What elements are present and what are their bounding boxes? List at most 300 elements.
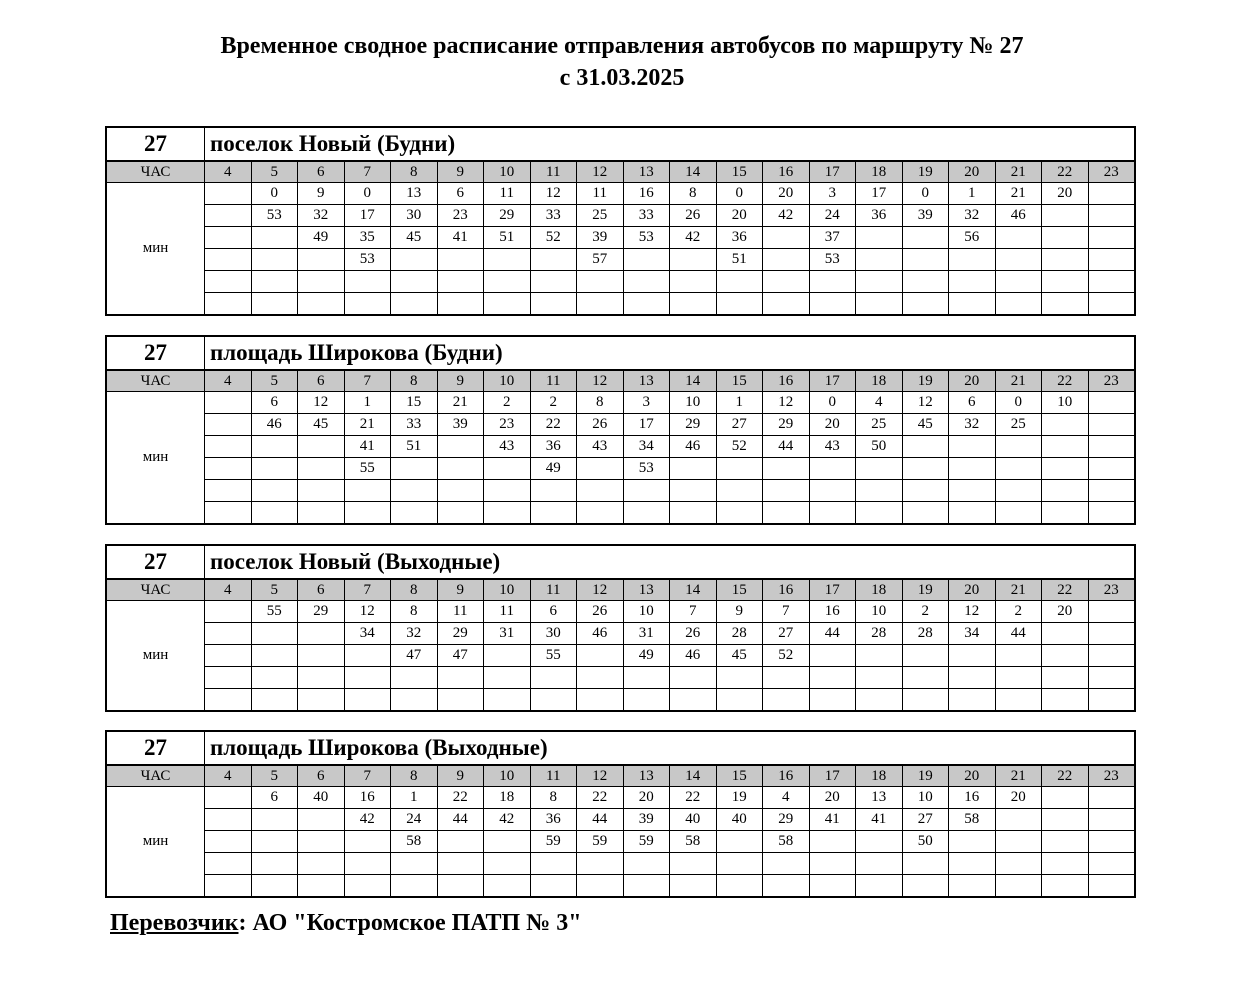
hour-cell: 12 — [577, 161, 624, 183]
minute-cell — [670, 853, 717, 875]
hour-cell: 21 — [995, 579, 1042, 601]
minute-cell — [577, 853, 624, 875]
hour-cell: 7 — [344, 765, 391, 787]
minute-cell: 16 — [623, 183, 670, 205]
minute-cell — [995, 667, 1042, 689]
minute-cell: 26 — [577, 601, 624, 623]
minute-cell: 43 — [484, 436, 531, 458]
minutes-row — [107, 875, 1135, 897]
hour-cell: 22 — [1042, 161, 1089, 183]
hour-cell: 18 — [856, 579, 903, 601]
minute-cell — [1042, 205, 1089, 227]
minute-cell: 53 — [251, 205, 298, 227]
minute-cell: 37 — [809, 227, 856, 249]
hour-cell: 13 — [623, 370, 670, 392]
minute-cell — [623, 689, 670, 711]
minute-cell: 53 — [623, 458, 670, 480]
minute-cell — [298, 809, 345, 831]
minute-cell — [1042, 414, 1089, 436]
minute-cell: 10 — [856, 601, 903, 623]
minute-cell — [205, 853, 252, 875]
minute-cell — [1042, 227, 1089, 249]
minute-cell — [251, 667, 298, 689]
minute-cell: 47 — [437, 645, 484, 667]
minute-cell — [623, 667, 670, 689]
minute-cell: 21 — [995, 183, 1042, 205]
minute-cell: 44 — [437, 809, 484, 831]
minute-cell — [577, 645, 624, 667]
hour-cell: 20 — [949, 370, 996, 392]
minute-cell — [809, 667, 856, 689]
minute-cell — [1042, 809, 1089, 831]
hour-cell: 11 — [530, 161, 577, 183]
hour-cell: 19 — [902, 161, 949, 183]
minute-cell: 32 — [391, 623, 438, 645]
hour-cell: 18 — [856, 161, 903, 183]
schedule-table — [106, 336, 1135, 524]
hour-cell: 9 — [437, 370, 484, 392]
minute-cell — [205, 875, 252, 897]
minute-cell — [902, 502, 949, 524]
hour-cell: 8 — [391, 765, 438, 787]
minute-cell: 0 — [716, 183, 763, 205]
minute-cell: 11 — [437, 601, 484, 623]
minute-cell: 10 — [1042, 392, 1089, 414]
minute-cell: 13 — [856, 787, 903, 809]
minute-cell: 2 — [484, 392, 531, 414]
minute-cell — [856, 502, 903, 524]
minute-cell — [251, 227, 298, 249]
minute-cell — [809, 502, 856, 524]
minute-cell — [809, 875, 856, 897]
minute-cell — [949, 293, 996, 315]
minute-cell — [437, 853, 484, 875]
hour-label: ЧАС — [107, 161, 205, 183]
minute-cell: 52 — [763, 645, 810, 667]
minute-cell — [949, 875, 996, 897]
minute-cell — [298, 875, 345, 897]
minute-cell — [670, 293, 717, 315]
minute-cell — [995, 809, 1042, 831]
hour-cell: 8 — [391, 161, 438, 183]
hour-cell: 12 — [577, 370, 624, 392]
minutes-row — [107, 480, 1135, 502]
minute-cell — [251, 480, 298, 502]
minute-cell — [1088, 458, 1135, 480]
minute-cell — [856, 271, 903, 293]
minute-cell: 17 — [344, 205, 391, 227]
minute-cell — [1088, 853, 1135, 875]
hour-cell: 19 — [902, 370, 949, 392]
minute-cell — [623, 853, 670, 875]
minute-cell — [298, 853, 345, 875]
minute-cell: 29 — [763, 809, 810, 831]
minute-cell: 45 — [298, 414, 345, 436]
minute-cell: 1 — [716, 392, 763, 414]
minute-cell: 44 — [809, 623, 856, 645]
minute-cell: 0 — [809, 392, 856, 414]
minutes-label: мин — [107, 392, 205, 524]
minute-cell: 28 — [716, 623, 763, 645]
minute-cell: 17 — [623, 414, 670, 436]
hour-cell: 5 — [251, 161, 298, 183]
minutes-row — [107, 414, 1135, 436]
minute-cell: 30 — [530, 623, 577, 645]
hour-cell: 20 — [949, 765, 996, 787]
hour-cell: 15 — [716, 765, 763, 787]
minute-cell — [391, 502, 438, 524]
minute-cell: 12 — [344, 601, 391, 623]
minute-cell: 13 — [391, 183, 438, 205]
minute-cell — [623, 502, 670, 524]
minutes-row — [107, 392, 1135, 414]
minute-cell: 29 — [298, 601, 345, 623]
hour-cell: 13 — [623, 765, 670, 787]
minute-cell — [251, 645, 298, 667]
minute-cell — [391, 480, 438, 502]
minute-cell: 6 — [251, 787, 298, 809]
minute-cell — [1042, 667, 1089, 689]
minute-cell — [1088, 480, 1135, 502]
minute-cell — [344, 831, 391, 853]
minute-cell: 29 — [763, 414, 810, 436]
minute-cell: 10 — [670, 392, 717, 414]
minute-cell: 55 — [344, 458, 391, 480]
hour-cell: 18 — [856, 370, 903, 392]
minute-cell — [1042, 875, 1089, 897]
minute-cell — [763, 667, 810, 689]
minute-cell — [1088, 249, 1135, 271]
hour-cell: 14 — [670, 370, 717, 392]
hour-cell: 8 — [391, 579, 438, 601]
minute-cell: 45 — [391, 227, 438, 249]
minutes-row — [107, 205, 1135, 227]
minutes-row — [107, 502, 1135, 524]
minute-cell: 21 — [344, 414, 391, 436]
minute-cell — [856, 480, 903, 502]
minute-cell — [577, 480, 624, 502]
minute-cell — [530, 293, 577, 315]
minute-cell — [484, 480, 531, 502]
minutes-row — [107, 293, 1135, 315]
minute-cell: 44 — [577, 809, 624, 831]
minutes-label: мин — [107, 601, 205, 711]
minute-cell — [530, 689, 577, 711]
minute-cell — [1088, 436, 1135, 458]
minute-cell: 52 — [530, 227, 577, 249]
minute-cell — [205, 205, 252, 227]
minute-cell: 39 — [437, 414, 484, 436]
hour-cell: 6 — [298, 161, 345, 183]
hour-cell: 4 — [205, 765, 252, 787]
minute-cell — [716, 458, 763, 480]
minute-cell — [716, 689, 763, 711]
minute-cell: 46 — [995, 205, 1042, 227]
minute-cell: 27 — [763, 623, 810, 645]
minute-cell: 39 — [577, 227, 624, 249]
minute-cell — [763, 249, 810, 271]
minute-cell — [902, 271, 949, 293]
minute-cell — [809, 480, 856, 502]
minute-cell — [949, 436, 996, 458]
minute-cell — [1042, 623, 1089, 645]
minute-cell: 43 — [577, 436, 624, 458]
hour-cell: 6 — [298, 765, 345, 787]
minute-cell: 58 — [949, 809, 996, 831]
minute-cell: 25 — [856, 414, 903, 436]
minute-cell: 53 — [809, 249, 856, 271]
minutes-row — [107, 689, 1135, 711]
minute-cell: 16 — [949, 787, 996, 809]
minute-cell: 33 — [391, 414, 438, 436]
minute-cell — [1088, 645, 1135, 667]
minute-cell — [902, 293, 949, 315]
minute-cell — [670, 502, 717, 524]
document-title — [0, 30, 1240, 94]
minute-cell: 44 — [763, 436, 810, 458]
minute-cell: 31 — [623, 623, 670, 645]
minute-cell: 11 — [577, 183, 624, 205]
minute-cell — [995, 436, 1042, 458]
minute-cell — [949, 831, 996, 853]
minute-cell — [298, 502, 345, 524]
minute-cell — [484, 689, 531, 711]
minute-cell: 4 — [856, 392, 903, 414]
hour-cell: 14 — [670, 765, 717, 787]
minute-cell: 22 — [437, 787, 484, 809]
minute-cell — [391, 293, 438, 315]
hour-cell: 17 — [809, 765, 856, 787]
minute-cell — [437, 436, 484, 458]
minute-cell — [437, 875, 484, 897]
minute-cell — [670, 667, 717, 689]
minute-cell: 15 — [391, 392, 438, 414]
minute-cell: 20 — [995, 787, 1042, 809]
minute-cell: 40 — [298, 787, 345, 809]
minute-cell: 26 — [577, 414, 624, 436]
hour-cell: 14 — [670, 161, 717, 183]
minute-cell — [344, 667, 391, 689]
minute-cell: 3 — [809, 183, 856, 205]
minute-cell — [530, 271, 577, 293]
minute-cell: 24 — [391, 809, 438, 831]
minute-cell — [716, 875, 763, 897]
minute-cell: 29 — [670, 414, 717, 436]
minute-cell: 34 — [949, 623, 996, 645]
minute-cell — [809, 271, 856, 293]
minute-cell: 23 — [484, 414, 531, 436]
minute-cell — [577, 689, 624, 711]
minute-cell — [670, 271, 717, 293]
minute-cell: 51 — [716, 249, 763, 271]
minute-cell — [902, 227, 949, 249]
minute-cell: 12 — [763, 392, 810, 414]
minute-cell — [763, 458, 810, 480]
minute-cell — [995, 458, 1042, 480]
minute-cell — [437, 502, 484, 524]
minute-cell — [577, 667, 624, 689]
minute-cell — [1088, 293, 1135, 315]
minute-cell: 59 — [530, 831, 577, 853]
minute-cell — [902, 667, 949, 689]
minute-cell — [484, 831, 531, 853]
hour-cell: 16 — [763, 579, 810, 601]
minutes-row — [107, 227, 1135, 249]
minute-cell — [949, 667, 996, 689]
minute-cell: 0 — [251, 183, 298, 205]
minute-cell — [205, 392, 252, 414]
minute-cell — [763, 853, 810, 875]
minute-cell — [809, 853, 856, 875]
minute-cell — [251, 831, 298, 853]
minute-cell: 32 — [949, 205, 996, 227]
minute-cell: 42 — [670, 227, 717, 249]
hour-cell: 15 — [716, 370, 763, 392]
minute-cell — [949, 458, 996, 480]
minute-cell — [344, 645, 391, 667]
minute-cell: 3 — [623, 392, 670, 414]
minute-cell: 23 — [437, 205, 484, 227]
minute-cell: 11 — [484, 183, 531, 205]
minute-cell — [205, 480, 252, 502]
minute-cell: 8 — [530, 787, 577, 809]
minute-cell: 0 — [902, 183, 949, 205]
hour-cell: 16 — [763, 765, 810, 787]
minute-cell — [995, 480, 1042, 502]
minute-cell — [437, 293, 484, 315]
minute-cell — [1042, 436, 1089, 458]
minute-cell: 28 — [856, 623, 903, 645]
minute-cell: 27 — [716, 414, 763, 436]
minute-cell: 55 — [530, 645, 577, 667]
minute-cell — [437, 667, 484, 689]
hour-cell: 20 — [949, 161, 996, 183]
minute-cell — [949, 480, 996, 502]
minute-cell — [1088, 392, 1135, 414]
minute-cell — [251, 436, 298, 458]
hour-cell: 15 — [716, 161, 763, 183]
minute-cell — [484, 293, 531, 315]
minute-cell: 50 — [902, 831, 949, 853]
minute-cell — [298, 667, 345, 689]
minute-cell: 20 — [809, 787, 856, 809]
minute-cell: 0 — [995, 392, 1042, 414]
minute-cell: 33 — [623, 205, 670, 227]
minute-cell: 2 — [995, 601, 1042, 623]
hour-cell: 13 — [623, 161, 670, 183]
minute-cell: 44 — [995, 623, 1042, 645]
minute-cell — [205, 227, 252, 249]
minute-cell: 18 — [484, 787, 531, 809]
route-number: 27 — [107, 337, 205, 371]
minute-cell — [902, 645, 949, 667]
minute-cell — [205, 809, 252, 831]
minute-cell: 22 — [577, 787, 624, 809]
minute-cell — [1042, 502, 1089, 524]
carrier-value: : АО "Костромское ПАТП № 3" — [238, 910, 582, 936]
minute-cell — [809, 645, 856, 667]
minute-cell — [251, 853, 298, 875]
minute-cell — [763, 227, 810, 249]
hour-cell: 17 — [809, 370, 856, 392]
minute-cell — [995, 227, 1042, 249]
minute-cell — [344, 480, 391, 502]
minute-cell: 41 — [856, 809, 903, 831]
minute-cell: 42 — [484, 809, 531, 831]
minute-cell: 9 — [298, 183, 345, 205]
minute-cell — [344, 293, 391, 315]
minute-cell — [298, 480, 345, 502]
minute-cell: 52 — [716, 436, 763, 458]
minute-cell — [298, 293, 345, 315]
minute-cell: 10 — [623, 601, 670, 623]
minute-cell: 53 — [623, 227, 670, 249]
minutes-label: мин — [107, 787, 205, 897]
minute-cell — [1088, 689, 1135, 711]
minute-cell — [251, 271, 298, 293]
route-number: 27 — [107, 128, 205, 162]
minute-cell — [763, 271, 810, 293]
minute-cell: 21 — [437, 392, 484, 414]
carrier-label: Перевозчик — [110, 910, 239, 936]
minute-cell: 2 — [530, 392, 577, 414]
minute-cell: 24 — [809, 205, 856, 227]
hour-cell: 16 — [763, 370, 810, 392]
minute-cell: 22 — [530, 414, 577, 436]
minutes-row — [107, 458, 1135, 480]
hour-cell: 9 — [437, 765, 484, 787]
minute-cell — [344, 875, 391, 897]
minute-cell — [995, 853, 1042, 875]
minute-cell: 7 — [670, 601, 717, 623]
minute-cell — [298, 623, 345, 645]
minute-cell — [902, 458, 949, 480]
minute-cell: 1 — [344, 392, 391, 414]
minute-cell — [995, 689, 1042, 711]
minute-cell — [623, 875, 670, 897]
minute-cell — [437, 249, 484, 271]
minute-cell: 12 — [949, 601, 996, 623]
minute-cell: 42 — [763, 205, 810, 227]
minute-cell: 19 — [716, 787, 763, 809]
minute-cell: 10 — [902, 787, 949, 809]
hour-label: ЧАС — [107, 765, 205, 787]
minute-cell — [1088, 875, 1135, 897]
minute-cell — [1088, 667, 1135, 689]
minute-cell: 40 — [716, 809, 763, 831]
minute-cell — [251, 689, 298, 711]
minute-cell — [391, 458, 438, 480]
minute-cell — [716, 271, 763, 293]
schedule-table — [106, 731, 1135, 897]
minutes-row — [107, 271, 1135, 293]
minute-cell — [205, 458, 252, 480]
route-direction-title: площадь Широкова (Будни) — [205, 337, 1135, 371]
minute-cell: 16 — [809, 601, 856, 623]
minute-cell: 1 — [949, 183, 996, 205]
minutes-row — [107, 787, 1135, 809]
minute-cell: 49 — [298, 227, 345, 249]
minute-cell — [577, 502, 624, 524]
minute-cell — [344, 689, 391, 711]
hour-cell: 12 — [577, 765, 624, 787]
minute-cell: 33 — [530, 205, 577, 227]
hour-cell: 10 — [484, 161, 531, 183]
hour-cell: 21 — [995, 765, 1042, 787]
minute-cell — [205, 502, 252, 524]
hour-cell: 17 — [809, 161, 856, 183]
minute-cell — [484, 853, 531, 875]
